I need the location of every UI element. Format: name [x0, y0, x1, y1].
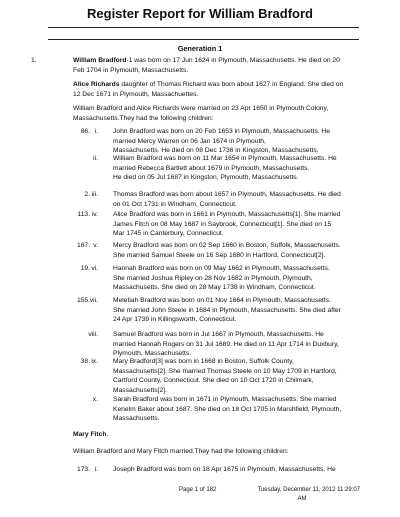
child-roman: vii.: [89, 297, 98, 304]
child-text: [113, 330, 358, 359]
marriage-text-line2: Massachusetts.They had the following children:: [73, 114, 214, 122]
child-text-line: Sarah Bradford was born in 1671 in Plymouth, Massachusetts. She married: [113, 396, 337, 403]
child-text-line: Mar 1745 in Canterbury, Connecticut.: [113, 230, 224, 238]
child-number: 2.: [84, 191, 90, 198]
child-text-line: He died on 05 Jul 1687 in Kingston, Plymouth, Massachusetts.: [113, 174, 299, 182]
child-text-line: She married John Steele in 1684 in Plymouth, Massachusetts. She died after: [113, 306, 341, 314]
child-number: 113.: [77, 211, 90, 218]
child-text-line: Massachusetts. He died on 08 Dec 1736 in Kingston, Massachusetts.: [113, 147, 319, 155]
child-roman: i.: [94, 128, 98, 135]
footer-ampm: AM: [297, 495, 307, 502]
child-roman: iv.: [91, 211, 98, 218]
child-text-line: married Mercy Warren on 06 Jan 1674 in Plymouth,: [113, 137, 266, 145]
child-text-line: Kenelm Baker about 1687. She died on 18 Oct 1705 in Marshfield, Plymouth,: [113, 405, 342, 413]
child-number: 38.: [80, 358, 90, 365]
child-text-line: Plymouth, Massachusetts.: [113, 350, 192, 358]
footer-page-number: Page 1 of 182: [179, 487, 217, 493]
child-text: [113, 296, 358, 325]
child-text: [113, 154, 358, 183]
child-text-line: Massachusetts[2]. She married Thomas Steele on 10 May 1709 in Hartford,: [113, 367, 337, 375]
child-text-line: married Rebecca Bartlett about 1679 in Plymouth, Massachusetts.: [113, 164, 310, 172]
child-roman: iii.: [91, 191, 98, 198]
person-number: 1.: [31, 57, 37, 64]
second-spouse-suffix: .: [106, 431, 109, 438]
title-divider: [48, 27, 359, 28]
spouse-entry: [73, 80, 363, 99]
child-text-line: James Fitch on 08 May 1687 in Saybrook, Connecticut[1]. She died on 15: [113, 220, 332, 228]
child-roman: viii.: [88, 331, 98, 338]
child-text-line: William Bradford was born on 11 Mar 1654 in Plymouth, Massachusetts. He: [113, 155, 337, 162]
footer-timestamp: [244, 486, 360, 503]
child-number: 155.: [76, 297, 90, 304]
child-text-line: Massachusetts.: [113, 415, 160, 423]
child-roman: vi.: [91, 265, 98, 272]
spouse-text-line1: daughter of Thomas Richard was born about 1627 in England. She died on: [119, 81, 344, 88]
child-text-line: Mercy Bradford was born on 02 Sep 1660 in Boston, Suffolk, Massachusetts.: [113, 242, 341, 249]
child-roman: ii.: [93, 155, 98, 162]
child-text-line: Thomas Bradford was born about 1657 in Plymouth, Massachusetts. He died: [113, 191, 341, 198]
child-text-line: Mary Bradford[3] was born in 1668 in Boston, Suffolk County,: [113, 358, 294, 365]
child-text-line: Meletiah Bradford was born on 01 Nov 1664 in Plymouth, Massachusetts.: [113, 297, 331, 304]
child-text: [113, 395, 358, 424]
child-text-line: Massachusetts. She died on 28 May 1738 in Windham, Connecticut.: [113, 284, 316, 292]
child-number: 173.: [76, 466, 90, 473]
child-text-line: married Hannah Rogers on 31 Jul 1689. He died on 11 Apr 1714 in Duxbury,: [113, 340, 339, 348]
report-title: Register Report for William Bradford: [87, 6, 313, 21]
child-roman: ix.: [91, 358, 98, 365]
person-text-line2: Feb 1704 in Plymouth, Massachusetts.: [73, 66, 189, 74]
child-number: 167.: [76, 242, 90, 249]
child-roman: v.: [93, 242, 98, 249]
child-text: [113, 264, 358, 293]
generation-divider: [48, 39, 359, 40]
spouse-text-line2: 12 Dec 1671 in Plymouth, Massachuettes.: [73, 90, 199, 98]
child-number: 86.: [80, 128, 90, 135]
marriage-text-line1: William Bradford and Alice Richards were married on 23 Apr 1650 in Plymouth Colony,: [73, 105, 329, 112]
marriage-entry: [73, 104, 363, 123]
second-marriage-text: William Bradford and Mary Fitch married.They had the following children:: [73, 448, 289, 455]
child-text-line: She married Samuel Steele on 16 Sep 1680 in Hartford, Connecticut[2].: [113, 251, 326, 259]
second-spouse-entry: [73, 430, 108, 440]
child-text: [113, 357, 358, 396]
child-text-line: Cartford County, Connecticut. She died on 10 Oct 1720 in Chilmark,: [113, 377, 314, 385]
second-spouse-name: Mary Fitch: [73, 431, 107, 438]
child-text-line: Massachusetts[2].: [113, 387, 167, 395]
spouse-name: Alice Richards: [73, 81, 120, 88]
person-name: William Bradford: [73, 57, 127, 64]
person-entry: [73, 56, 363, 75]
child-text-line: Hannah Bradford was born on 09 May 1662 in Plymouth, Massachusetts.: [113, 265, 330, 272]
child-text-line: John Bradford was born on 20 Feb 1653 in Plymouth, Massachusetts. He: [113, 128, 331, 135]
footer-date: Tuesday, December 11, 2012 11:29:07: [257, 487, 360, 493]
child-text-line: on 01 Oct 1731 in Windham, Connecticut.: [113, 200, 237, 208]
child-text-line: Alice Bradford was born in 1661 in Plymouth, Massachusetts[1]. She married: [113, 211, 341, 218]
generation-heading: Generation 1: [177, 44, 223, 53]
child-text: [113, 210, 358, 239]
child-text-line: Samuel Bradford was born in Jul 1667 in Plymouth, Massachusetts. He: [113, 331, 324, 338]
child-text: [113, 127, 358, 156]
child-text-line: She married Joshua Ripley on 28 Nov 1682 in Plymouth, Plymouth,: [113, 274, 313, 282]
child-roman: i.: [94, 466, 98, 473]
child-number: 19.: [80, 265, 90, 272]
child-text: [113, 241, 358, 260]
child-roman: x.: [92, 396, 98, 403]
person-text-line1: -1 was born on 17 Jun 1624 in Plymouth, Massachusetts. He died on 20: [126, 57, 340, 64]
child-text: Joseph Bradford was born on 18 Apr 1675 in Plymouth, Massachusetts. He: [113, 466, 336, 473]
child-text-line: 24 Apr 1739 in Killingsworth, Connecticut.: [113, 316, 237, 324]
child-text: [113, 190, 358, 209]
